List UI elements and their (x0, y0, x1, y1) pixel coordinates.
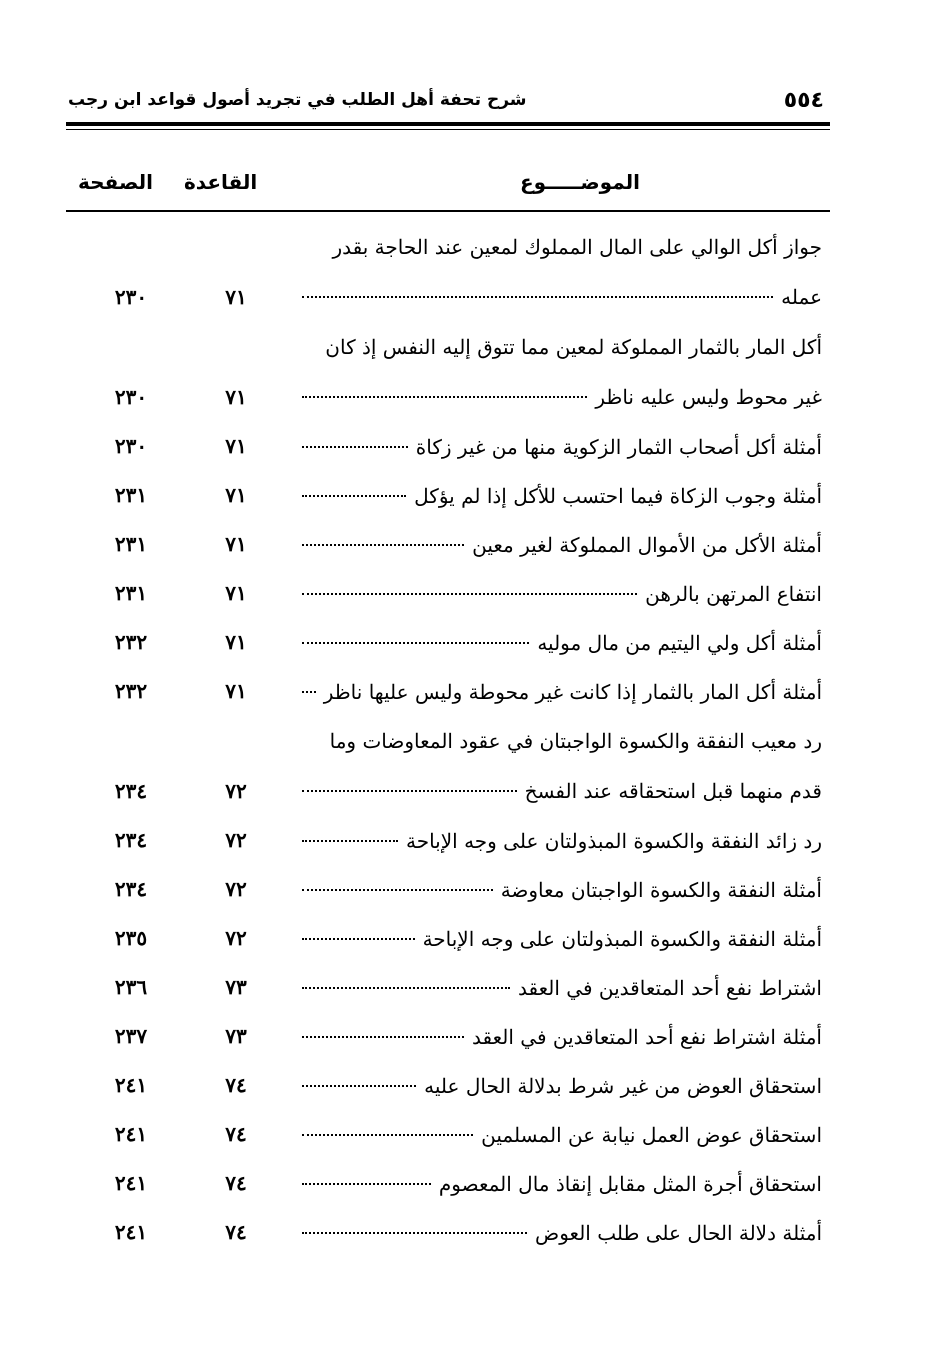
page-reference: ٢٣١ (114, 483, 148, 507)
dot-leader (302, 396, 587, 398)
topic-text: رد معيب النفقة والكسوة الواجبتان في عقود المعاوضات وما (329, 729, 822, 753)
page-reference: ٢٣٧ (114, 1024, 148, 1048)
topic-line (302, 322, 822, 372)
dot-leader (302, 1134, 473, 1136)
rule-number: ٧١ (225, 630, 247, 654)
dot-leader (302, 1183, 431, 1185)
dot-leader (302, 544, 464, 546)
topic-text: انتفاع المرتهن بالرهن (645, 582, 822, 606)
table-row (66, 716, 830, 816)
topic-text: أمثلة دلالة الحال على طلب العوض (535, 1221, 822, 1245)
page-reference: ٢٣٤ (114, 779, 148, 803)
table-row (66, 1012, 830, 1061)
topic-cell (302, 569, 822, 619)
rule-number: ٧٢ (225, 926, 247, 950)
topic-text: أمثلة أكل أصحاب الثمار الزكوية منها من غير زكاة (415, 435, 822, 459)
rule-number: ٧٤ (225, 1073, 247, 1097)
running-header (66, 84, 830, 120)
rule-number: ٧٢ (225, 828, 247, 852)
topic-line (302, 372, 822, 422)
dot-leader (302, 889, 493, 891)
rule-number: ٧١ (225, 532, 247, 556)
topic-line (302, 520, 822, 570)
topic-cell (302, 471, 822, 521)
topic-line (302, 914, 822, 964)
topic-line (302, 1012, 822, 1062)
topic-cell (302, 865, 822, 915)
topic-text: أمثلة وجوب الزكاة فيما احتسب للأكل إذا لم يؤكل (414, 484, 822, 508)
page-reference: ٢٣١ (114, 581, 148, 605)
dot-leader (302, 446, 408, 448)
topic-text: أمثلة النفقة والكسوة المبذولتان على وجه الإباحة (422, 927, 822, 951)
rule-number: ٧١ (225, 285, 247, 309)
topic-line (302, 1061, 822, 1111)
table-row (66, 322, 830, 422)
rule-number: ٧١ (225, 483, 247, 507)
table-row (66, 1208, 830, 1257)
topic-text: استحقاق عوض العمل نيابة عن المسلمين (481, 1123, 822, 1147)
rule-number: ٧٢ (225, 877, 247, 901)
topic-line (302, 618, 822, 668)
topic-line (302, 222, 822, 272)
page-reference: ٢٣٤ (114, 828, 148, 852)
dot-leader (302, 1036, 464, 1038)
table-row (66, 422, 830, 471)
topic-text: أمثلة الأكل من الأموال المملوكة لغير معين (472, 533, 822, 557)
topic-line (302, 1110, 822, 1160)
topic-cell (302, 1110, 822, 1160)
topic-cell (302, 322, 822, 422)
rule-number: ٧٣ (225, 1024, 247, 1048)
table-row (66, 1061, 830, 1110)
topic-cell (302, 1159, 822, 1209)
topic-text: قدم منهما قبل استحقاقه عند الفسخ (524, 779, 822, 803)
topic-text: أكل المار بالثمار المملوكة لمعين مما تتوق إليه النفس إذ كان (325, 335, 822, 359)
dot-leader (302, 987, 510, 989)
page-reference: ٢٤١ (114, 1171, 148, 1195)
topic-text: رد زائد النفقة والكسوة المبذولتان على وجه الإباحة (406, 829, 822, 853)
dot-leader (302, 495, 406, 497)
table-row (66, 222, 830, 322)
topic-line (302, 963, 822, 1013)
page-reference: ٢٣٢ (114, 679, 148, 703)
page-reference: ٢٤١ (114, 1073, 148, 1097)
topic-cell (302, 1061, 822, 1111)
table-row (66, 520, 830, 569)
table-row (66, 618, 830, 667)
page-reference: ٢٣٠ (114, 285, 148, 309)
page-column-header: الصفحة (78, 170, 154, 194)
topic-line (302, 569, 822, 619)
dot-leader (302, 938, 415, 940)
topic-text: أمثلة اشتراط نفع أحد المتعاقدين في العقد (472, 1025, 822, 1049)
header-rule-thin (66, 129, 830, 130)
table-row (66, 1159, 830, 1208)
topic-line (302, 667, 822, 717)
index-table-body (66, 222, 830, 1257)
rule-number: ٧٢ (225, 779, 247, 803)
table-row (66, 914, 830, 963)
topic-text: أمثلة أكل ولي اليتيم من مال موليه (537, 631, 822, 655)
rule-number: ٧٤ (225, 1171, 247, 1195)
dot-leader (302, 593, 637, 595)
page-reference: ٢٣٢ (114, 630, 148, 654)
dot-leader (302, 840, 398, 842)
topic-text: غير محوط وليس عليه ناظر (595, 385, 822, 409)
page-reference: ٢٣٠ (114, 434, 148, 458)
rule-number: ٧٤ (225, 1122, 247, 1146)
topic-cell (302, 618, 822, 668)
table-row (66, 865, 830, 914)
page-number: ٥٥٤ (783, 88, 824, 113)
topic-cell (302, 914, 822, 964)
rule-number: ٧٤ (225, 1220, 247, 1244)
topic-text: استحقاق العوض من غير شرط بدلالة الحال عليه (424, 1074, 822, 1098)
rule-number: ٧١ (225, 679, 247, 703)
page-reference: ٢٤١ (114, 1122, 148, 1146)
rule-number: ٧١ (225, 581, 247, 605)
topic-line (302, 422, 822, 472)
topic-cell (302, 716, 822, 816)
table-row (66, 569, 830, 618)
dot-leader (302, 790, 517, 792)
topic-line (302, 272, 822, 322)
rule-number: ٧١ (225, 434, 247, 458)
topic-cell (302, 1012, 822, 1062)
topic-cell (302, 520, 822, 570)
page-reference: ٢٤١ (114, 1220, 148, 1244)
rule-number: ٧١ (225, 385, 247, 409)
dot-leader (302, 642, 529, 644)
topic-line (302, 865, 822, 915)
page-reference: ٢٣٦ (114, 975, 148, 999)
dot-leader (302, 1232, 527, 1234)
rule-column-header: القاعدة (184, 170, 258, 194)
topic-text: أمثلة النفقة والكسوة الواجبتان معاوضة (500, 878, 822, 902)
topic-text: اشتراط نفع أحد المتعاقدين في العقد (518, 976, 822, 1000)
topic-line (302, 1208, 822, 1258)
topic-cell (302, 963, 822, 1013)
page-reference: ٢٣٥ (114, 926, 148, 950)
topic-text: جواز أكل الوالي على المال المملوك لمعين عند الحاجة بقدر (332, 235, 822, 259)
topic-text: استحقاق أجرة المثل مقابل إنقاذ مال المعصوم (438, 1172, 822, 1196)
page-reference: ٢٣١ (114, 532, 148, 556)
topic-cell (302, 816, 822, 866)
rule-number: ٧٣ (225, 975, 247, 999)
dot-leader (302, 1085, 416, 1087)
topic-text: أمثلة أكل المار بالثمار إذا كانت غير محوطة وليس عليها ناظر (323, 680, 822, 704)
page-reference: ٢٣٤ (114, 877, 148, 901)
book-title: شرح تحفة أهل الطلب في تجريد أصول قواعد ابن رجب (68, 90, 527, 110)
topic-cell (302, 1208, 822, 1258)
topic-line (302, 1159, 822, 1209)
topic-line (302, 716, 822, 766)
table-row (66, 667, 830, 716)
topic-text: عمله (781, 285, 822, 309)
table-row (66, 1110, 830, 1159)
topic-cell (302, 667, 822, 717)
dot-leader (302, 296, 773, 298)
table-row (66, 816, 830, 865)
table-row (66, 963, 830, 1012)
topic-column-header: الموضـــــوع (519, 170, 640, 194)
topic-line (302, 816, 822, 866)
dot-leader (302, 691, 316, 693)
topic-line (302, 471, 822, 521)
header-rule-thick (66, 122, 830, 126)
topic-line (302, 766, 822, 816)
index-table-header (66, 166, 830, 212)
topic-cell (302, 422, 822, 472)
page-reference: ٢٣٠ (114, 385, 148, 409)
topic-cell (302, 222, 822, 322)
table-row (66, 471, 830, 520)
